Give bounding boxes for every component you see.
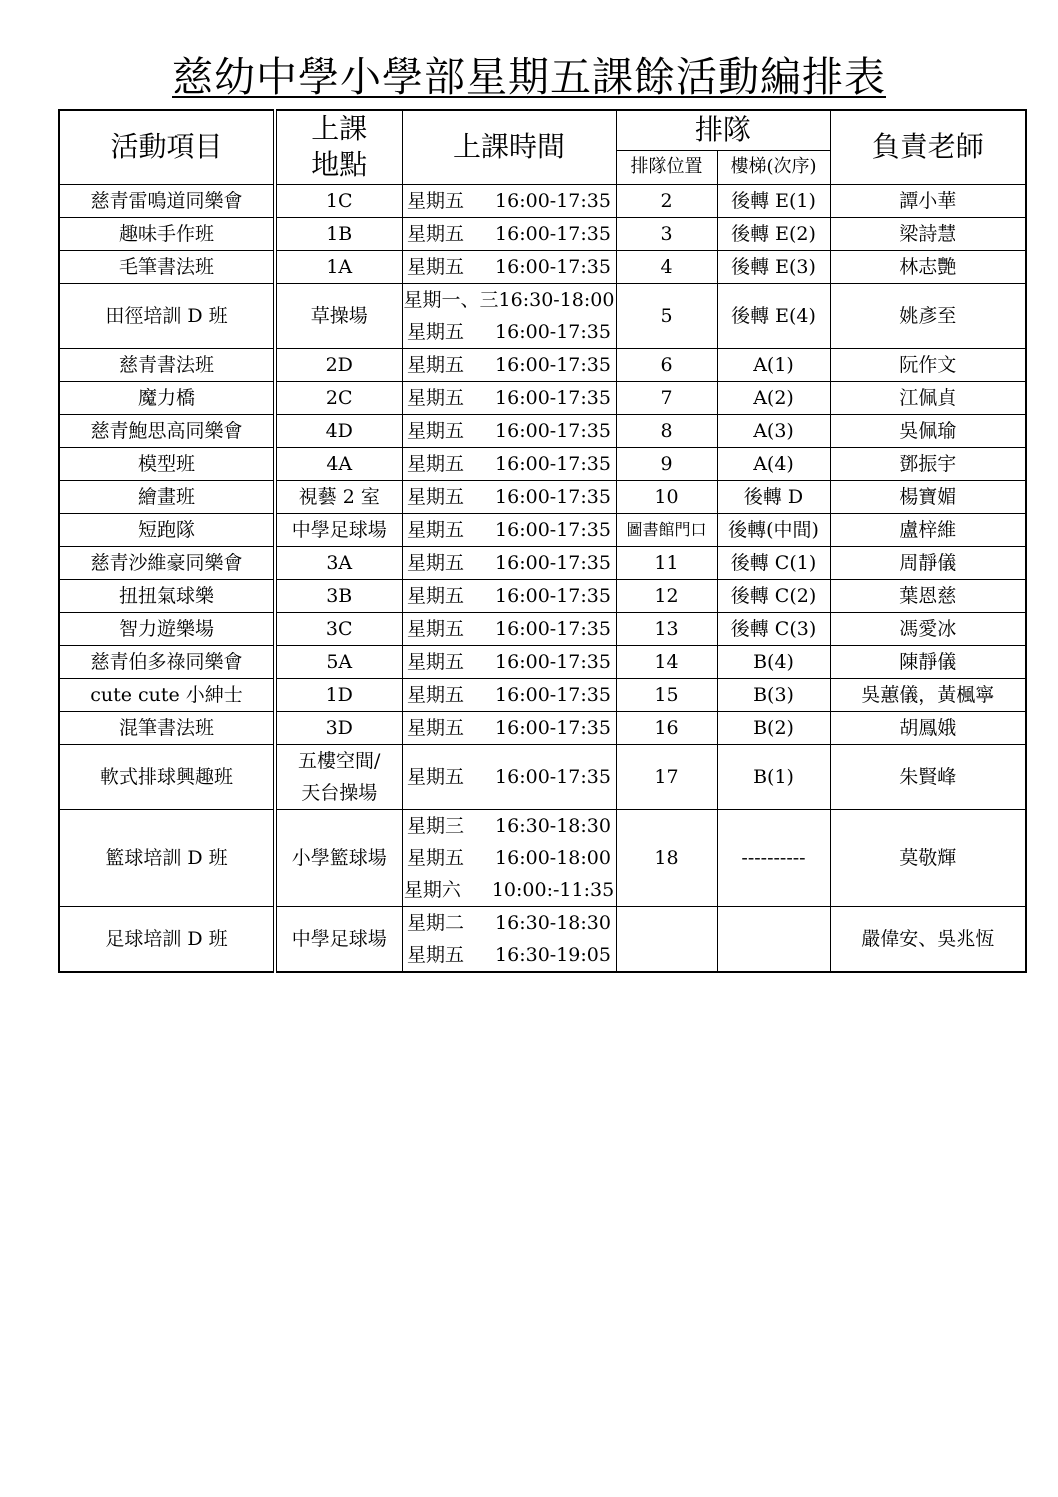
table-row [59, 678, 1026, 711]
time-line [403, 613, 616, 645]
time-cell [402, 217, 616, 250]
queue-stairs-cell: 後轉 E(4) [717, 283, 830, 348]
queue-stairs-cell: 後轉(中間) [717, 513, 830, 546]
queue-stairs-cell: B(4) [717, 645, 830, 678]
time-day: 星期五 [407, 485, 465, 508]
time-line [403, 218, 616, 250]
queue-stairs-cell: B(1) [717, 744, 830, 809]
time-range: 16:00-17:35 [495, 485, 611, 508]
header-queue-position: 排隊位置 [616, 150, 717, 184]
table-row [59, 447, 1026, 480]
time-range: 16:00-17:35 [495, 386, 611, 409]
location-cell [275, 711, 402, 744]
time-day: 星期五 [407, 518, 465, 541]
header-teacher: 負責老師 [830, 110, 1026, 184]
queue-position-cell: 11 [616, 546, 717, 579]
location-cell [275, 513, 402, 546]
location-line: 4A [326, 452, 353, 475]
teacher-cell: 盧梓維 [830, 513, 1026, 546]
table-row [59, 414, 1026, 447]
header-activity: 活動項目 [59, 110, 275, 184]
location-line: 5A [326, 650, 353, 673]
teacher-cell: 莫敬輝 [830, 809, 1026, 906]
location-cell [275, 579, 402, 612]
table-row [59, 744, 1026, 809]
time-day: 星期三 [407, 814, 465, 837]
time-range: 16:00-17:35 [495, 320, 611, 343]
queue-stairs-cell: B(2) [717, 711, 830, 744]
location-cell [275, 809, 402, 906]
activity-cell: 混筆書法班 [59, 711, 275, 744]
teacher-cell: 楊寶媚 [830, 480, 1026, 513]
table-row [59, 250, 1026, 283]
location-cell [275, 546, 402, 579]
location-line: 天台操場 [301, 781, 378, 804]
time-line [403, 874, 616, 906]
time-range: 16:00-17:35 [495, 650, 611, 673]
time-range: 16:00-17:35 [495, 518, 611, 541]
time-line [403, 907, 616, 939]
teacher-cell: 譚小華 [830, 184, 1026, 217]
time-cell [402, 480, 616, 513]
queue-stairs-cell: 後轉 C(2) [717, 579, 830, 612]
table-row [59, 711, 1026, 744]
queue-position-cell: 7 [616, 381, 717, 414]
time-day: 星期五 [407, 353, 465, 376]
teacher-cell: 江佩貞 [830, 381, 1026, 414]
time-day: 星期五 [407, 584, 465, 607]
time-cell [402, 744, 616, 809]
time-range: 16:00-17:35 [495, 683, 611, 706]
table-row [59, 480, 1026, 513]
table-row [59, 645, 1026, 678]
time-cell [402, 645, 616, 678]
time-day: 星期一、三 [403, 288, 499, 311]
teacher-cell: 吳佩瑜 [830, 414, 1026, 447]
time-line [403, 448, 616, 480]
time-cell [402, 348, 616, 381]
teacher-cell: 林志艷 [830, 250, 1026, 283]
activity-cell: 軟式排球興趣班 [59, 744, 275, 809]
time-line [403, 761, 616, 793]
teacher-cell: 姚彥至 [830, 283, 1026, 348]
time-day: 星期五 [407, 452, 465, 475]
queue-position-cell: 8 [616, 414, 717, 447]
table-row [59, 348, 1026, 381]
time-line [403, 842, 616, 874]
queue-position-cell: 16 [616, 711, 717, 744]
location-cell [275, 612, 402, 645]
location-line: 1B [326, 222, 353, 245]
queue-position-cell: 圖書館門口 [616, 513, 717, 546]
queue-position-cell: 14 [616, 645, 717, 678]
time-range: 16:00-17:35 [495, 222, 611, 245]
queue-position-cell: 12 [616, 579, 717, 612]
time-line [403, 284, 616, 316]
teacher-cell: 朱賢峰 [830, 744, 1026, 809]
time-day: 星期五 [407, 716, 465, 739]
time-range: 16:00-17:35 [495, 584, 611, 607]
time-line [403, 679, 616, 711]
queue-stairs-cell: ---------- [717, 809, 830, 906]
time-line [403, 514, 616, 546]
activity-cell: 慈青雷鳴道同樂會 [59, 184, 275, 217]
time-line [403, 349, 616, 381]
time-line [403, 316, 616, 348]
time-line [403, 415, 616, 447]
queue-stairs-cell: 後轉 C(1) [717, 546, 830, 579]
teacher-cell: 葉恩慈 [830, 579, 1026, 612]
time-range: 16:00-17:35 [495, 617, 611, 640]
queue-stairs-cell: B(3) [717, 678, 830, 711]
time-line [403, 481, 616, 513]
queue-stairs-cell: A(1) [717, 348, 830, 381]
location-line: 1A [326, 255, 353, 278]
location-line: 視藝 2 室 [298, 485, 380, 508]
queue-stairs-cell: 後轉 D [717, 480, 830, 513]
time-range: 16:00-17:35 [495, 419, 611, 442]
location-cell [275, 744, 402, 809]
time-cell [402, 809, 616, 906]
location-line: 3C [325, 617, 353, 640]
time-cell [402, 678, 616, 711]
location-line: 2D [325, 353, 353, 376]
location-line: 中學足球場 [291, 518, 387, 541]
time-day: 星期五 [407, 683, 465, 706]
location-line: 小學籃球場 [291, 846, 387, 869]
location-line: 草操場 [310, 304, 368, 327]
queue-position-cell: 3 [616, 217, 717, 250]
time-line [403, 251, 616, 283]
activity-cell: 短跑隊 [59, 513, 275, 546]
activity-cell: 模型班 [59, 447, 275, 480]
table-row [59, 579, 1026, 612]
time-line [403, 646, 616, 678]
time-day: 星期五 [407, 765, 465, 788]
queue-stairs-cell: A(4) [717, 447, 830, 480]
time-cell [402, 184, 616, 217]
queue-position-cell: 15 [616, 678, 717, 711]
queue-stairs-cell: A(3) [717, 414, 830, 447]
activity-cell: 慈青沙維豪同樂會 [59, 546, 275, 579]
queue-position-cell: 18 [616, 809, 717, 906]
location-line: 1C [325, 189, 353, 212]
location-cell [275, 283, 402, 348]
time-day: 星期五 [407, 222, 465, 245]
time-range: 16:00-18:00 [495, 846, 611, 869]
teacher-cell: 嚴偉安、吳兆恆 [830, 906, 1026, 972]
teacher-cell: 鄧振宇 [830, 447, 1026, 480]
queue-stairs-cell: 後轉 C(3) [717, 612, 830, 645]
schedule-table [58, 109, 1027, 973]
queue-position-cell: 2 [616, 184, 717, 217]
location-line: 3D [325, 716, 353, 739]
queue-position-cell: 10 [616, 480, 717, 513]
time-cell [402, 283, 616, 348]
time-day: 星期五 [407, 943, 465, 966]
table-row [59, 546, 1026, 579]
time-line [403, 712, 616, 744]
time-range: 16:00-17:35 [495, 353, 611, 376]
time-range: 16:30-18:30 [495, 814, 611, 837]
time-line [403, 810, 616, 842]
queue-position-cell: 4 [616, 250, 717, 283]
table-row [59, 283, 1026, 348]
location-line: 1D [325, 683, 353, 706]
time-range: 16:00-17:35 [495, 255, 611, 278]
table-row [59, 513, 1026, 546]
time-cell [402, 250, 616, 283]
location-cell [275, 184, 402, 217]
activity-cell: 田徑培訓 D 班 [59, 283, 275, 348]
location-line: 3B [326, 584, 353, 607]
activity-cell: 慈青伯多祿同樂會 [59, 645, 275, 678]
location-line: 4D [325, 419, 353, 442]
table-row [59, 612, 1026, 645]
activity-cell: 魔力橋 [59, 381, 275, 414]
location-cell [275, 480, 402, 513]
time-range: 16:00-17:35 [495, 189, 611, 212]
table-row [59, 381, 1026, 414]
activity-cell: 毛筆書法班 [59, 250, 275, 283]
time-day: 星期二 [407, 911, 465, 934]
activity-cell: 扭扭氣球樂 [59, 579, 275, 612]
location-cell [275, 645, 402, 678]
queue-position-cell: 17 [616, 744, 717, 809]
location-cell [275, 381, 402, 414]
time-day: 星期五 [407, 846, 465, 869]
time-cell [402, 546, 616, 579]
time-cell [402, 447, 616, 480]
time-cell [402, 711, 616, 744]
activity-cell: 慈青書法班 [59, 348, 275, 381]
queue-stairs-cell: 後轉 E(1) [717, 184, 830, 217]
time-day: 星期五 [407, 386, 465, 409]
queue-position-cell: 5 [616, 283, 717, 348]
activity-cell: 慈青鮑思高同樂會 [59, 414, 275, 447]
queue-stairs-cell: 後轉 E(3) [717, 250, 830, 283]
time-cell [402, 381, 616, 414]
time-day: 星期五 [407, 551, 465, 574]
activity-cell: cute cute 小紳士 [59, 678, 275, 711]
teacher-cell: 吳蕙儀，黃楓寧 [830, 678, 1026, 711]
time-line [403, 185, 616, 217]
queue-position-cell [616, 906, 717, 972]
queue-stairs-cell: A(2) [717, 381, 830, 414]
time-line [403, 939, 616, 971]
queue-stairs-cell [717, 906, 830, 972]
header-location: 上課 地點 [275, 110, 402, 184]
location-cell [275, 414, 402, 447]
activity-cell: 趣味手作班 [59, 217, 275, 250]
location-cell [275, 678, 402, 711]
queue-position-cell: 9 [616, 447, 717, 480]
time-day: 星期五 [407, 255, 465, 278]
teacher-cell: 胡鳳娥 [830, 711, 1026, 744]
time-range: 16:30-18:30 [495, 911, 611, 934]
teacher-cell: 馮愛冰 [830, 612, 1026, 645]
queue-position-cell: 6 [616, 348, 717, 381]
teacher-cell: 陳靜儀 [830, 645, 1026, 678]
location-line: 中學足球場 [291, 927, 387, 950]
time-range: 16:00-17:35 [495, 716, 611, 739]
page-title: 慈幼中學小學部星期五課餘活動編排表 [172, 53, 886, 101]
location-line: 2C [325, 386, 353, 409]
time-range: 16:00-17:35 [495, 551, 611, 574]
location-cell [275, 348, 402, 381]
location-cell [275, 447, 402, 480]
activity-cell: 足球培訓 D 班 [59, 906, 275, 972]
activity-cell: 繪畫班 [59, 480, 275, 513]
queue-position-cell: 13 [616, 612, 717, 645]
queue-stairs-cell: 後轉 E(2) [717, 217, 830, 250]
header-row-1 [59, 110, 1026, 150]
teacher-cell: 阮作文 [830, 348, 1026, 381]
activity-cell: 籃球培訓 D 班 [59, 809, 275, 906]
teacher-cell: 梁詩慧 [830, 217, 1026, 250]
time-day: 星期五 [407, 419, 465, 442]
location-cell [275, 906, 402, 972]
location-cell [275, 250, 402, 283]
table-row [59, 184, 1026, 217]
time-range: 16:00-17:35 [495, 765, 611, 788]
header-queue-stairs: 樓梯(次序) [717, 150, 830, 184]
time-range: 16:30-18:00 [498, 288, 615, 311]
time-range: 10:00:-11:35 [491, 878, 615, 901]
time-cell [402, 414, 616, 447]
time-line [403, 547, 616, 579]
time-day: 星期六 [403, 878, 461, 901]
time-day: 星期五 [407, 189, 465, 212]
time-cell [402, 906, 616, 972]
time-range: 16:00-17:35 [495, 452, 611, 475]
table-row [59, 809, 1026, 906]
header-time: 上課時間 [402, 110, 616, 184]
location-line: 五樓空間/ [298, 749, 381, 772]
location-line: 3A [326, 551, 353, 574]
time-range: 16:30-19:05 [495, 943, 611, 966]
time-line [403, 580, 616, 612]
time-line [403, 382, 616, 414]
time-cell [402, 513, 616, 546]
table-row [59, 906, 1026, 972]
table-row [59, 217, 1026, 250]
time-day: 星期五 [407, 617, 465, 640]
time-cell [402, 579, 616, 612]
activity-cell: 智力遊樂場 [59, 612, 275, 645]
time-day: 星期五 [407, 320, 465, 343]
time-cell [402, 612, 616, 645]
teacher-cell: 周靜儀 [830, 546, 1026, 579]
header-queue: 排隊 [616, 110, 830, 150]
location-cell [275, 217, 402, 250]
time-day: 星期五 [407, 650, 465, 673]
